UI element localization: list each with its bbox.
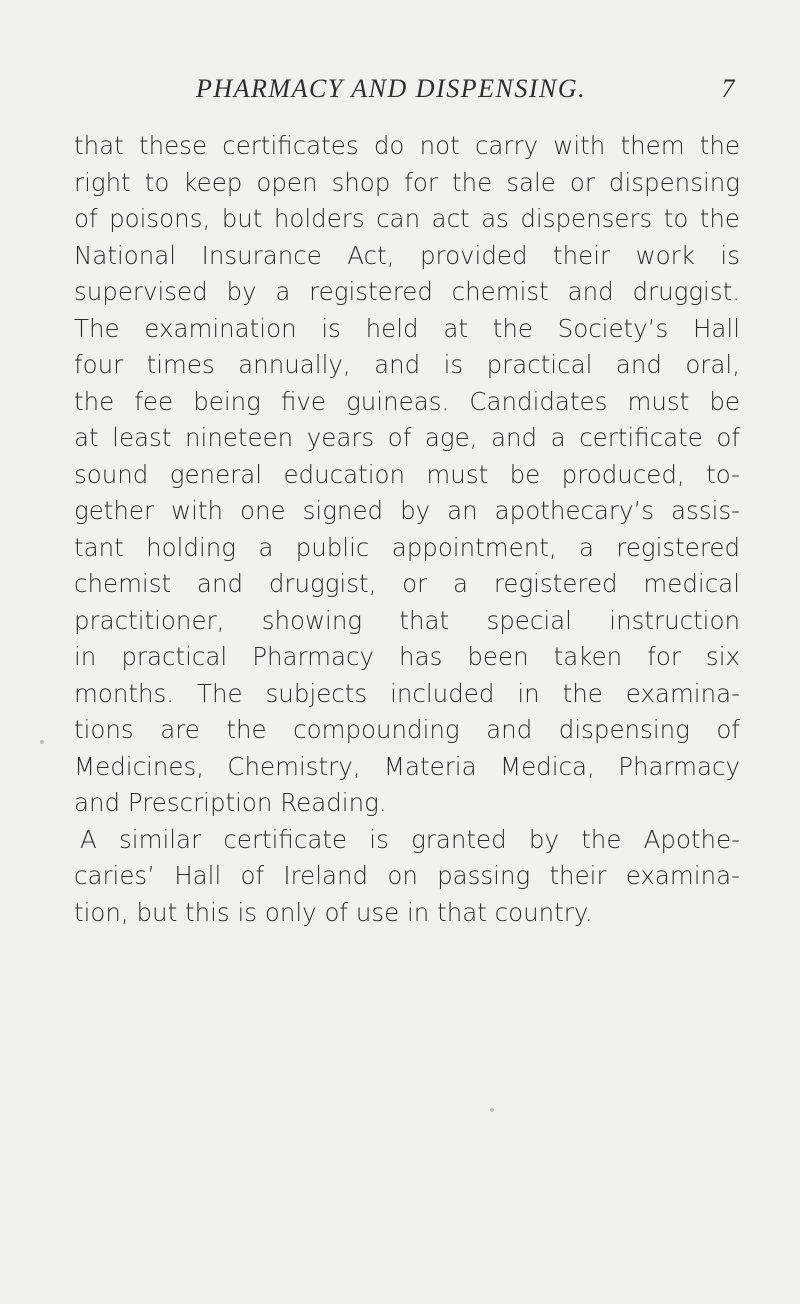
text-line: sound general education must be produced, to- <box>74 459 740 489</box>
running-head <box>196 74 736 114</box>
page-number: 7 <box>721 74 736 103</box>
body-text <box>74 128 740 931</box>
text-line: supervised by a registered chemist and druggist. <box>74 277 740 306</box>
text-line: and Prescription Reading. <box>74 788 387 817</box>
text-line: tion, but this is only of use in that country. <box>74 897 593 927</box>
text-line: that these certificates do not carry with them the <box>74 131 740 160</box>
text-line: in practical Pharmacy has been taken for six <box>74 642 740 671</box>
text-line: four times annually, and is practical and oral, <box>74 350 740 379</box>
text-line: A similar certificate is granted by the Apothe- <box>80 824 740 854</box>
paper-speck <box>490 1108 494 1112</box>
text-line: Medicines, Chemistry, Materia Medica, Pharmacy <box>74 751 740 781</box>
text-line: tions are the compounding and dispensing of <box>74 715 740 744</box>
text-line: The examination is held at the Society’s Hall <box>74 313 740 343</box>
text-line: of poisons, but holders can act as dispensers to the <box>74 204 740 233</box>
paper-speck <box>40 740 44 744</box>
text-line: practitioner, showing that special instruction <box>74 605 740 635</box>
text-line: months. The subjects included in the examina- <box>74 678 740 708</box>
text-line: gether with one signed by an apothecary’s assis- <box>74 496 740 525</box>
running-head-title: PHARMACY AND DISPENSING. <box>196 74 587 103</box>
text-line: at least nineteen years of age, and a certificate of <box>74 423 740 452</box>
text-line: National Insurance Act, provided their work is <box>74 240 740 270</box>
text-line: caries’ Hall of Ireland on passing their examina- <box>74 861 740 890</box>
text-line: tant holding a public appointment, a registered <box>74 532 740 562</box>
text-line: right to keep open shop for the sale or dispensing <box>74 167 740 197</box>
text-line: chemist and druggist, or a registered medical <box>74 569 740 598</box>
text-line: the fee being five guineas. Candidates must be <box>74 386 740 416</box>
